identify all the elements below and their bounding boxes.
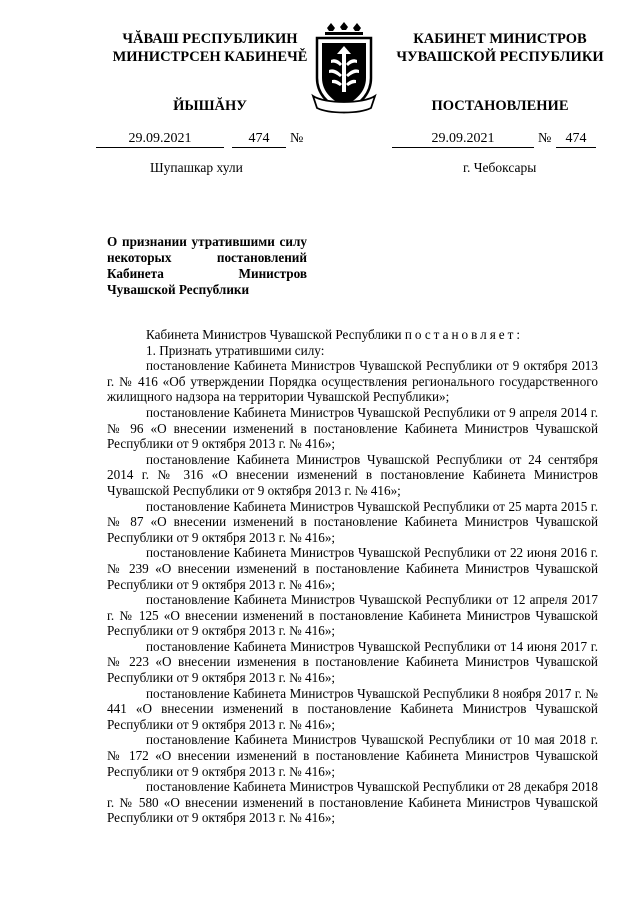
chuvash-coat-of-arms-icon [305, 22, 383, 118]
list-item: постановление Кабинета Министров Чувашской Республики от 24 сентября 2014 г. № 316 «О внесении изменений в постановление Кабинета Министров Чувашской Республики от 9 октября 2013 г. № 416»; [107, 451, 598, 498]
list-item: постановление Кабинета Министров Чувашской Республики от 12 апреля 2017 г. № 125 «О внесении изменений в постановление Кабинета Министров Чувашской Республики от 9 октября 2013 г. № 416»; [107, 592, 598, 639]
list-item: постановление Кабинета Министров Чувашской Республики от 14 июня 2017 г. № 223 «О внесении изменения в постановление Кабинета Министров Чувашской Республики от 9 октября 2013 г. № 416»; [107, 638, 598, 686]
right-date: 29.09.2021 [392, 131, 534, 148]
intro-verb: постановляет: [404, 327, 524, 342]
document-title: О признании утратившими силу некоторых постановлений Кабинета Министров Чувашской Республики [107, 234, 307, 297]
doc-type-right: ПОСТАНОВЛЕНИЕ [431, 98, 569, 114]
list-item: постановление Кабинета Министров Чувашской Республики от 10 мая 2018 г. № 172 «О внесении изменений в постановление Кабинета Министров Чувашской Республики от 9 октября 2013 г. № 416»; [107, 732, 598, 779]
item-1: 1. Признать утратившими силу: [146, 342, 325, 358]
intro-prefix: Кабинета Министров Чувашской Республики [146, 327, 402, 342]
header-right-line1: КАБИНЕТ МИНИСТРОВ [413, 31, 587, 47]
list-item: постановление Кабинета Министров Чувашской Республики от 22 июня 2016 г. № 239 «О внесении изменений в постановление Кабинета Министров Чувашской Республики от 9 октября 2013 г. № 416»; [107, 545, 598, 592]
header-left-line1: ЧĂВАШ РЕСПУБЛИКИН [122, 31, 298, 47]
list-item: постановление Кабинета Министров Чувашской Республики от 28 декабря 2018 г. № 580 «О внесении изменений в постановление Кабинета Министров Чувашской Республики от 9 октября 2013 г. № 416»; [107, 779, 598, 826]
left-date: 29.09.2021 [96, 131, 224, 148]
list-item: постановление Кабинета Министров Чувашской Республики 8 ноября 2017 г. № 441 «О внесении изменений в постановление Кабинета Министров Чувашской Республики от 9 октября 2013 г. № 416»; [107, 685, 598, 732]
document-body [107, 327, 598, 826]
doc-type-left: ЙЫШĂНУ [173, 98, 247, 114]
date-row [0, 131, 640, 147]
right-number: 474 [556, 131, 596, 148]
header-right-line2: ЧУВАШСКОЙ РЕСПУБЛИКИ [396, 49, 604, 65]
list-item: постановление Кабинета Министров Чувашской Республики от 25 марта 2015 г. № 87 «О внесении изменений в постановление Кабинета Министров Чувашской Республики от 9 октября 2013 г. № 416»; [107, 498, 598, 545]
list-item: постановление Кабинета Министров Чувашской Республики от 9 октября 2013 г. № 416 «Об утверждении Порядка осуществления регионального государственного жилищного надзора на территории Чувашской Республики»; [107, 358, 598, 405]
left-no-sign: № [290, 131, 304, 146]
left-number: 474 [232, 131, 286, 148]
header-left-line2: МИНИСТРСЕН КАБИНЕЧĚ [112, 49, 308, 65]
header-right-org [380, 30, 620, 66]
city-left: Шупашкар хули [150, 160, 243, 175]
city-right: г. Чебоксары [463, 160, 537, 175]
intro-paragraph [107, 327, 598, 343]
right-no-sign: № [538, 131, 552, 146]
list-item: постановление Кабинета Министров Чувашской Республики от 9 апреля 2014 г. № 96 «О внесении изменений в постановление Кабинета Министров Чувашской Республики от 9 октября 2013 г. № 416»; [107, 404, 598, 452]
header-left-org [100, 30, 320, 66]
